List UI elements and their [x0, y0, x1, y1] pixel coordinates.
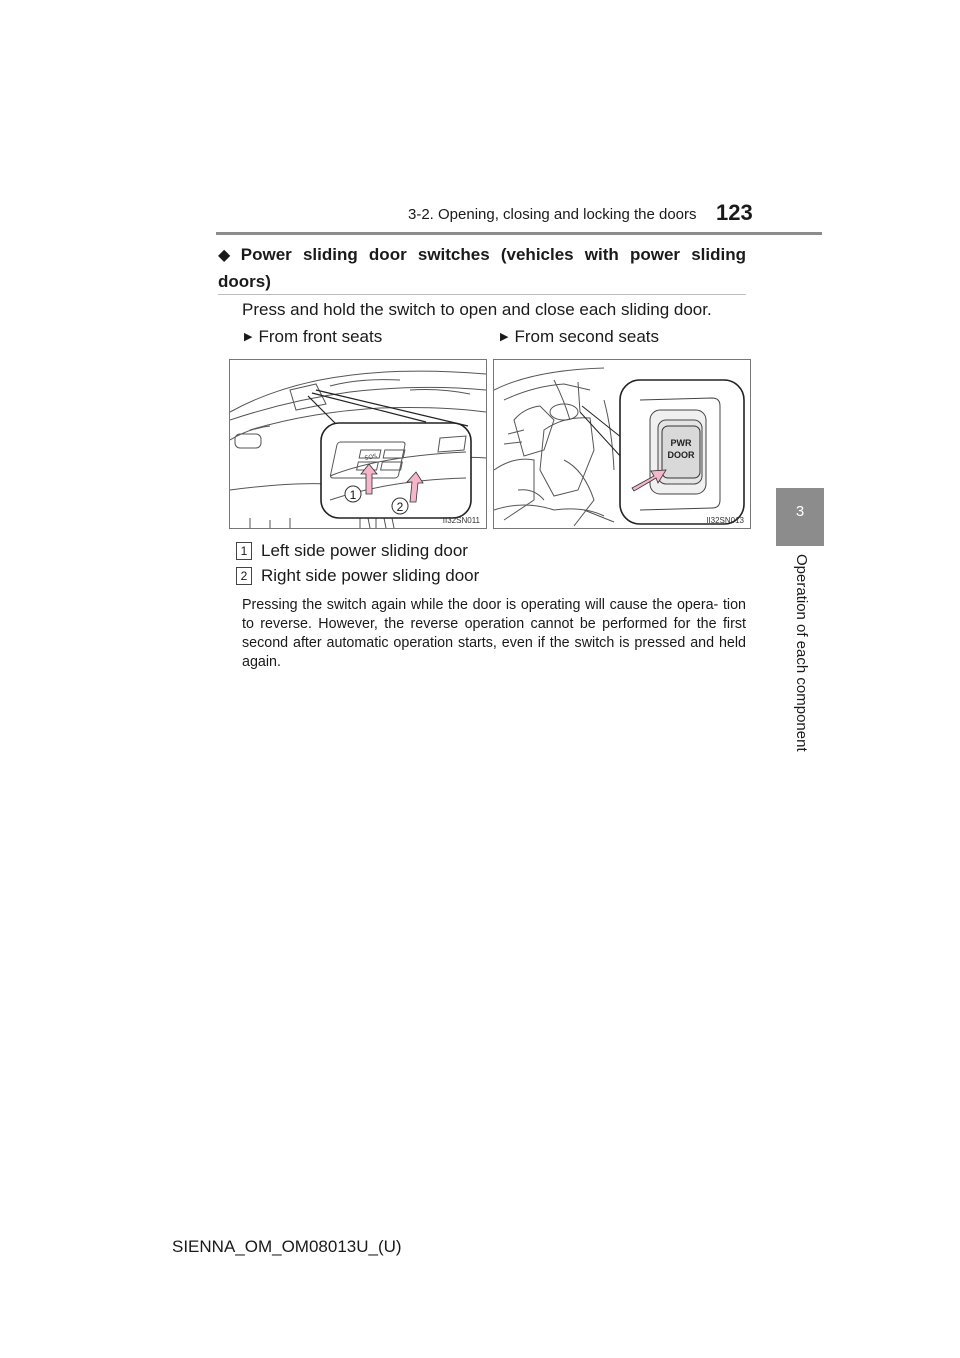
intro-text: Press and hold the switch to open and close each sliding door.: [242, 300, 712, 319]
title-rule: [218, 294, 746, 295]
figure-label-front: [244, 327, 382, 347]
figure-code: II32SN011: [442, 516, 480, 525]
svg-text:DOOR: DOOR: [667, 450, 695, 460]
legend-text: Left side power sliding door: [261, 541, 468, 560]
triangle-bullet-icon: ▶: [244, 331, 253, 343]
page-number: 123: [716, 200, 753, 225]
overhead-console-illustration: [230, 360, 486, 528]
chapter-tab-label: Operation of each component: [793, 554, 810, 752]
running-header-section: 3-2. Opening, closing and locking the doors: [408, 206, 697, 223]
legend-number: 1: [236, 542, 252, 560]
callout-2: [392, 498, 408, 514]
pwr-door-button: [662, 426, 700, 478]
callout-1: [345, 486, 361, 502]
note-paragraph: Pressing the switch again while the door is operating will cause the opera- tion to reverse. However, the reverse operation cannot be performed for the first second after automatic operation starts, even if the switch is pressed and held again.: [242, 597, 746, 670]
svg-text:1: 1: [349, 488, 357, 502]
section-title: [218, 242, 746, 295]
figure-second-seats: [493, 359, 751, 529]
legend-text: Right side power sliding door: [261, 566, 480, 585]
figure-front-seats: [229, 359, 487, 529]
figure-code: II32SN013: [706, 516, 744, 525]
section-title-text: Power sliding door switches (vehicles with power sliding doors): [218, 245, 746, 291]
legend-item: [236, 566, 479, 586]
figure-label-second-text: From second seats: [514, 327, 660, 346]
svg-text:SOS: SOS: [364, 452, 378, 462]
figure-label-front-text: From front seats: [258, 327, 383, 346]
diamond-bullet-icon: ◆: [218, 247, 237, 264]
legend-item: [236, 541, 468, 561]
triangle-bullet-icon: ▶: [500, 331, 509, 343]
figure-label-second: [500, 327, 659, 347]
svg-text:2: 2: [396, 500, 404, 514]
header-rule: [216, 232, 822, 235]
svg-text:PWR: PWR: [670, 438, 692, 448]
cabin-pillar-illustration: [494, 360, 750, 528]
legend-number: 2: [236, 567, 252, 585]
chapter-tab-number: 3: [795, 503, 805, 520]
footer-doc-id: SIENNA_OM_OM08013U_(U): [172, 1237, 402, 1256]
